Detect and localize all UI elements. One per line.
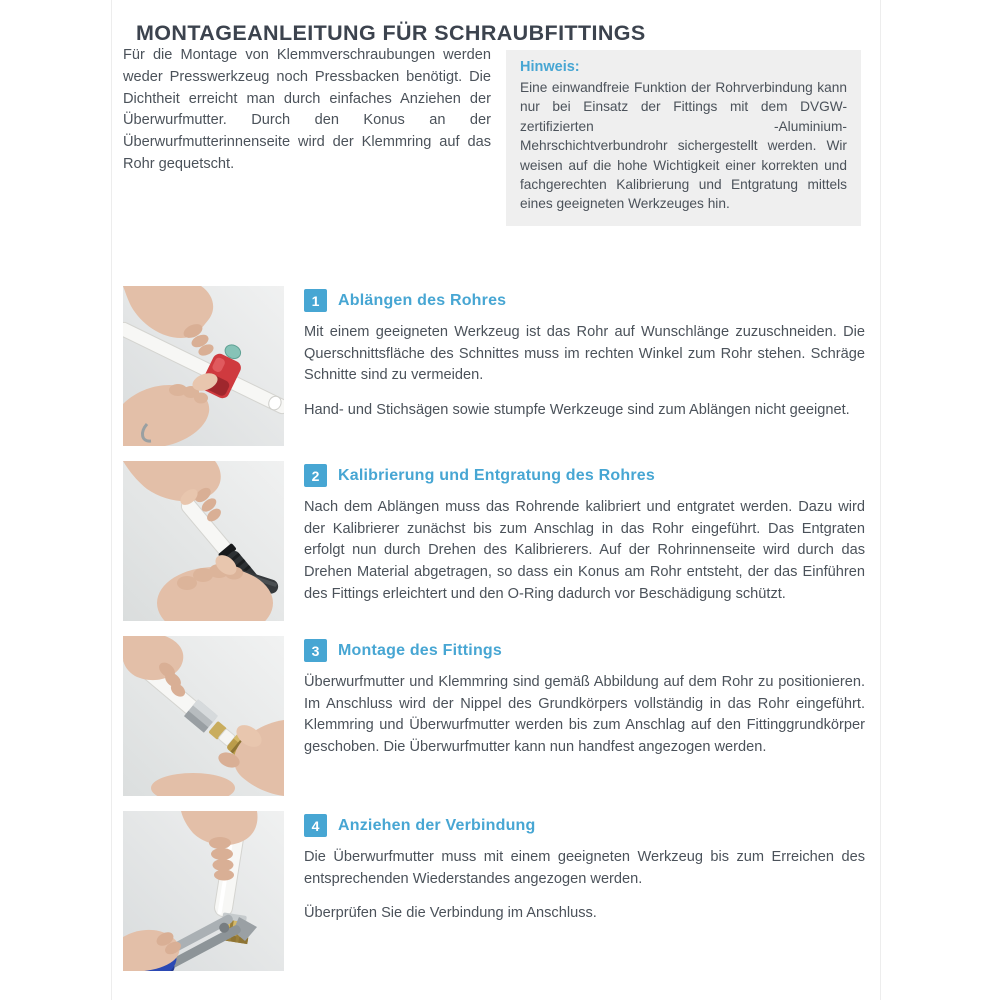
step-number-badge: 4	[304, 814, 327, 837]
step-paragraph: Überprüfen Sie die Verbindung im Anschluss.	[304, 905, 597, 922]
pipe-cutting-photo	[123, 286, 284, 446]
tightening-connection-photo	[123, 811, 284, 971]
step-row-3	[123, 636, 875, 798]
step-paragraph: Nach dem Ablängen muss das Rohrende kalibriert und entgratet werden. Dazu wird der Kalibrierer zunächst bis zum Anschlag in das Rohr eingeführt. Das Entgraten erfolgt nun durch Drehen des Kalibrierers. Auf der Rohrinnenseite wird durch das Drehen Material abgetragen, so dass ein Konus am Rohr entsteht, der das Einführen des Fittings erleichtert und den O-Ring dadurch vor Beschädigung schützt.	[304, 499, 865, 602]
step-row-1	[123, 286, 875, 448]
pipe-calibration-photo	[123, 461, 284, 621]
step-title: Ablängen des Rohres	[338, 291, 507, 309]
step-title: Montage des Fittings	[338, 641, 502, 659]
step-title: Anziehen der Verbindung	[338, 816, 536, 834]
step-row-2	[123, 461, 875, 623]
step-header-4	[304, 814, 865, 837]
note-label: Hinweis:	[520, 59, 580, 75]
intro-paragraph: Für die Montage von Klemmverschraubungen werden weder Presswerkzeug noch Pressbacken benötigt. Die Dichtheit erreicht man durch einfaches Anziehen der Überwurfmutter. Durch den Konus an der Überwurfmutterinnenseite wird der Klemmring auf das Rohr gequetscht.	[123, 47, 491, 172]
step-row-4	[123, 811, 875, 973]
fitting-assembly-photo	[123, 636, 284, 796]
step-header-3	[304, 639, 865, 662]
step-text-3	[304, 636, 865, 759]
note-text: Eine einwandfreie Funktion der Rohrverbindung kann nur bei Einsatz der Fittings mit dem DVGW-zertifizierten -Aluminium-Mehrschichtverbundrohr sichergestellt werden. Wir weisen auf die hohe Wichtigkeit einer korrekten und fachgerechten Kalibrierung und Entgratung mittels eines geeigneten Werkzeuges hin.	[520, 80, 847, 212]
step-header-1	[304, 289, 865, 312]
step-text-1	[304, 286, 865, 422]
step-paragraphs	[304, 497, 865, 606]
step-paragraphs	[304, 322, 865, 422]
page-title: MONTAGEANLEITUNG FÜR SCHRAUBFITTINGS	[136, 21, 646, 46]
step-paragraph: Überwurfmutter und Klemmring sind gemäß Abbildung auf dem Rohr zu positionieren. Im Anschluss wird der Nippel des Grundkörpers vollständig in das Rohr eingeführt. Klemmring und Überwurfmutter werden bis zum Anschlag auf den Fittinggrundkörper geschoben. Die Überwurfmutter kann nun handfest angezogen werden.	[304, 674, 865, 756]
step-header-2	[304, 464, 865, 487]
step-number-badge: 3	[304, 639, 327, 662]
step-title: Kalibrierung und Entgratung des Rohres	[338, 466, 655, 484]
step-paragraphs	[304, 672, 865, 759]
step-number-badge: 1	[304, 289, 327, 312]
step-text-4	[304, 811, 865, 925]
step-text-2	[304, 461, 865, 606]
step-paragraph: Mit einem geeigneten Werkzeug ist das Rohr auf Wunschlänge zuzuschneiden. Die Querschnittsfläche des Schnittes muss im rechten Winkel zum Rohr stehen. Schräge Schnitte sind zu vermeiden.	[304, 324, 865, 384]
step-number-badge: 2	[304, 464, 327, 487]
note-box	[506, 50, 861, 226]
step-paragraph: Hand- und Stichsägen sowie stumpfe Werkzeuge sind zum Ablängen nicht geeignet.	[304, 402, 850, 419]
step-paragraphs	[304, 847, 865, 925]
instruction-page	[111, 0, 881, 1000]
step-paragraph: Die Überwurfmutter muss mit einem geeigneten Werkzeug bis zum Erreichen des entsprechenden Wiederstandes angezogen werden.	[304, 849, 865, 887]
